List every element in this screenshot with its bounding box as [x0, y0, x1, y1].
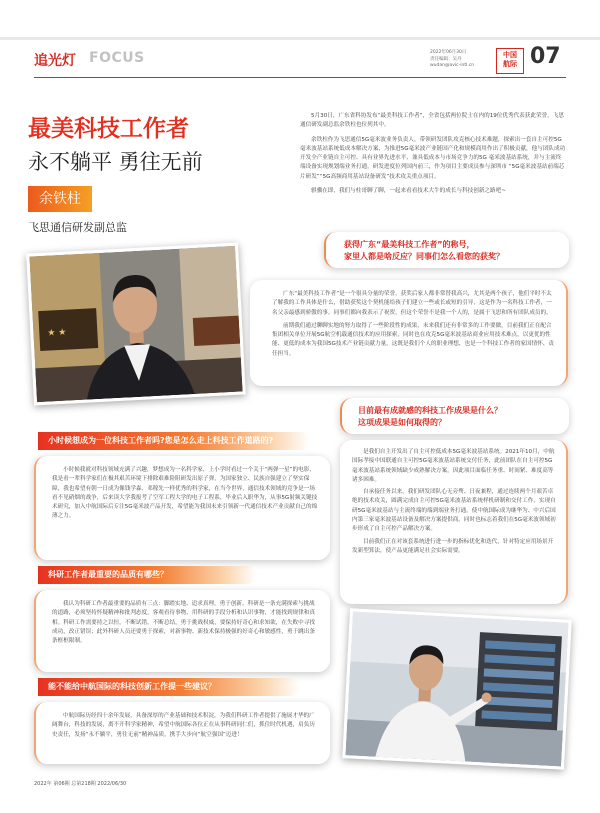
header-top-bar — [0, 37, 600, 40]
brand-logo: 中国 航际 — [496, 48, 524, 74]
portrait-photo — [26, 243, 246, 406]
lab-photo — [342, 608, 572, 769]
section-title: 追光灯 — [34, 53, 76, 69]
answer-paragraph: 广东“最美科技工作者”是一个很具分量的荣誉，获奖后家人都非常替我高兴，尤其是两个孩子，他们平时不太了解我的工作具体是什么，借助获奖这个契机能给孩子们建立一些或长或短的引导，这是作为一名科技工作者，一名父亲最感到骄傲的事。同事们都向我表示了祝贺，但这个荣誉不是我一个人的，是属于飞思和所有团队成员的。 — [272, 291, 552, 316]
question-banner: 科研工作者最重要的品质有哪些？ — [38, 566, 256, 584]
page-number: 07 — [530, 44, 561, 69]
intro-paragraph: 骐骥在即，我们与柱哥聊了聊，一起来看看技术大牛的成长与科技创新之路吧~ — [311, 188, 506, 195]
intro-paragraph: 余铁柱作为飞思通信5G毫米波业务负责人，带领研发团队攻克核心技术难题，探索出一套自主可控5G毫米波基站系统低成本解决方案，为推进5G毫米波产业链国产化和规模商用作出了积极贡献，他与团队成功开发全产业链自主可控、具有业界先进水平、兼具低成本与市场竞争力的5G 毫米波基站系统，并与主流终端设备实现规划端业务打通，研发进度位列国内前三，作为项目主要成员参与深圳市 “5G毫米波基站前端芯片研发”“5G高频商用基站设备研发”技术攻关重点项目。 — [300, 136, 566, 180]
answer-box — [34, 590, 330, 672]
article-title: 最美科技工作者 — [28, 116, 189, 142]
answer-box — [34, 702, 330, 764]
answer-box — [340, 440, 568, 604]
footer-issue: 2022年 第06期 总第218期 2022/06/30 — [34, 781, 127, 787]
issue-meta — [430, 50, 474, 70]
lab-illustration — [345, 611, 568, 766]
portrait-illustration — [29, 246, 242, 403]
svg-text:★ ★: ★ ★ — [47, 327, 67, 339]
answer-paragraph: 前期我们通过聊聊实地的努力取得了一些阶段性的成果，未来我们还有非常多的工作要做，目前我们正在配合集团相关单位开展5G航空机载通信技术的应用探索，同时也在攻克5G毫米波基站商业应用技术难点，以更优的性能、更低的成本为我国5G技术产业链贡献力量，这既是我们个人的职业理想，也是一个科技工作者的家国情怀、责任担当。 — [272, 322, 554, 357]
answer-box — [34, 456, 330, 560]
answer-paragraph: 自承接任务以来，我们研发团队心无旁骛、日夜兼程，通过连续两个月艰苦卓绝的技术攻关，圆满完成自主可控5G毫米波基站系统样机研制和交付工作，实现自研5G毫米波基站与主流终端的端到端业务打通，使中航国际成为继华为、中兴后国内第三家毫米波基站设备及解决方案提供商。同时也标志着我们在5G毫米波领域初步形成了自主可控产品解决方案。 — [352, 489, 556, 533]
question-callout: 目前最有成就感的科技工作成果是什么？ 这项成果是如何取得的？ — [340, 398, 569, 434]
article-subtitle: 永不躺平 勇往无前 — [28, 150, 203, 174]
question-banner: 小时候想成为一位科技工作者吗?您是怎么走上科技工作道路的? — [38, 432, 310, 450]
intro-text — [300, 112, 566, 196]
meta-date: 2022年06月30日 — [430, 50, 467, 55]
person-name: 余铁柱 — [28, 186, 92, 212]
meta-editor: 责任编辑：吴丹 — [430, 56, 462, 62]
answer-paragraph: 小时候我就对科技领域充满了兴趣，梦想成为一名科学家，上小学时看过一个关于“两弹一星”的电影，我是看一辈科学家们在极其艰苦环境下排除艰难险阻研发出原子弹，为国家独立、民族自强建立了坚实保障，我也希望有朝一日成为像钱学森、邓稼先一样优秀的科学家，在当今世界，通信技术领域的竞争是一场看不见硝烟的战争，后来读大学我报考了空军工程大学的电子工程系，毕业后入职华为，从事5G射频关键技术研究，加入中航国际后专注5G毫米波产品开发，希望能为我国未来引领新一代通信技术产业贡献自己的绵薄之力。 — [52, 467, 318, 520]
answer-paragraph: 我认为科研工作者最重要的品质有三点：脚踏实地、追求真理，勇于创新。科研是一条充满探索与挑战的道路，必须坚持怀疑精神和批判态度，客观看待事物，用科研的手段分析和认识事物，才能找到规律和真相。科研工作需要持之以恒，不断试错，不断总结，勇于挑战权威，要保持好奇心和求知欲，在失败中寻找成功，改正错误；此外科研人员还要勇于探索，对新事物、新技术保持极强的好奇心和敏感性，勇于跳出条条框框限制。 — [52, 601, 315, 645]
person-title: 飞思通信研发副总监 — [28, 221, 127, 234]
intro-paragraph: 5月30日，广东省科协发布“最美科技工作者”，全省包括两位院士在内的19位优秀代表获此荣誉，飞思通信研发副总监余铁柱也位列其中。 — [300, 113, 564, 129]
answer-paragraph: 是我们自主开发出了自主可控低成本5G毫米波基站系统。2021年10月，中航国际孝接中国联通自主可控5G毫米波基站系统交付任务，此前团队在自主可控5G毫米波基站系统领域缺少成熟解决方案，因此项目面临任务重、时间紧、难度高等诸多困难。 — [352, 449, 555, 483]
section-title-en: FOCUS — [89, 50, 145, 66]
meta-email: wudan@avic-intl.cn — [430, 63, 475, 68]
answer-box — [250, 280, 568, 386]
answer-paragraph: 目前我们正在对该套系统进行进一步的指标优化和迭代，针对特定应用场景开发新型算法，使产品更能满足社会实际需要。 — [352, 538, 554, 554]
question-callout: 获得广东“最美科技工作者”的称号， 家里人都是啥反应？同事们怎么看您的获奖？ — [324, 232, 569, 268]
header-rule — [34, 77, 566, 78]
answer-paragraph: 中航国际历经四十余年发展，具备深厚的产业基础和技术积淀，为我们科研工作者提供了施展才华的广阔舞台，科技的发展，离不开科学家精神，希望中航国际各位正在从事科研同仁们，抓住时代机遇，肩负历史责任，发扬“永不躺平，勇往无前”精神品质，携手大步向“航空强国”迈进！ — [52, 713, 315, 738]
question-banner: 能不能给中航国际的科技创新工作提一些建议？ — [38, 678, 300, 696]
